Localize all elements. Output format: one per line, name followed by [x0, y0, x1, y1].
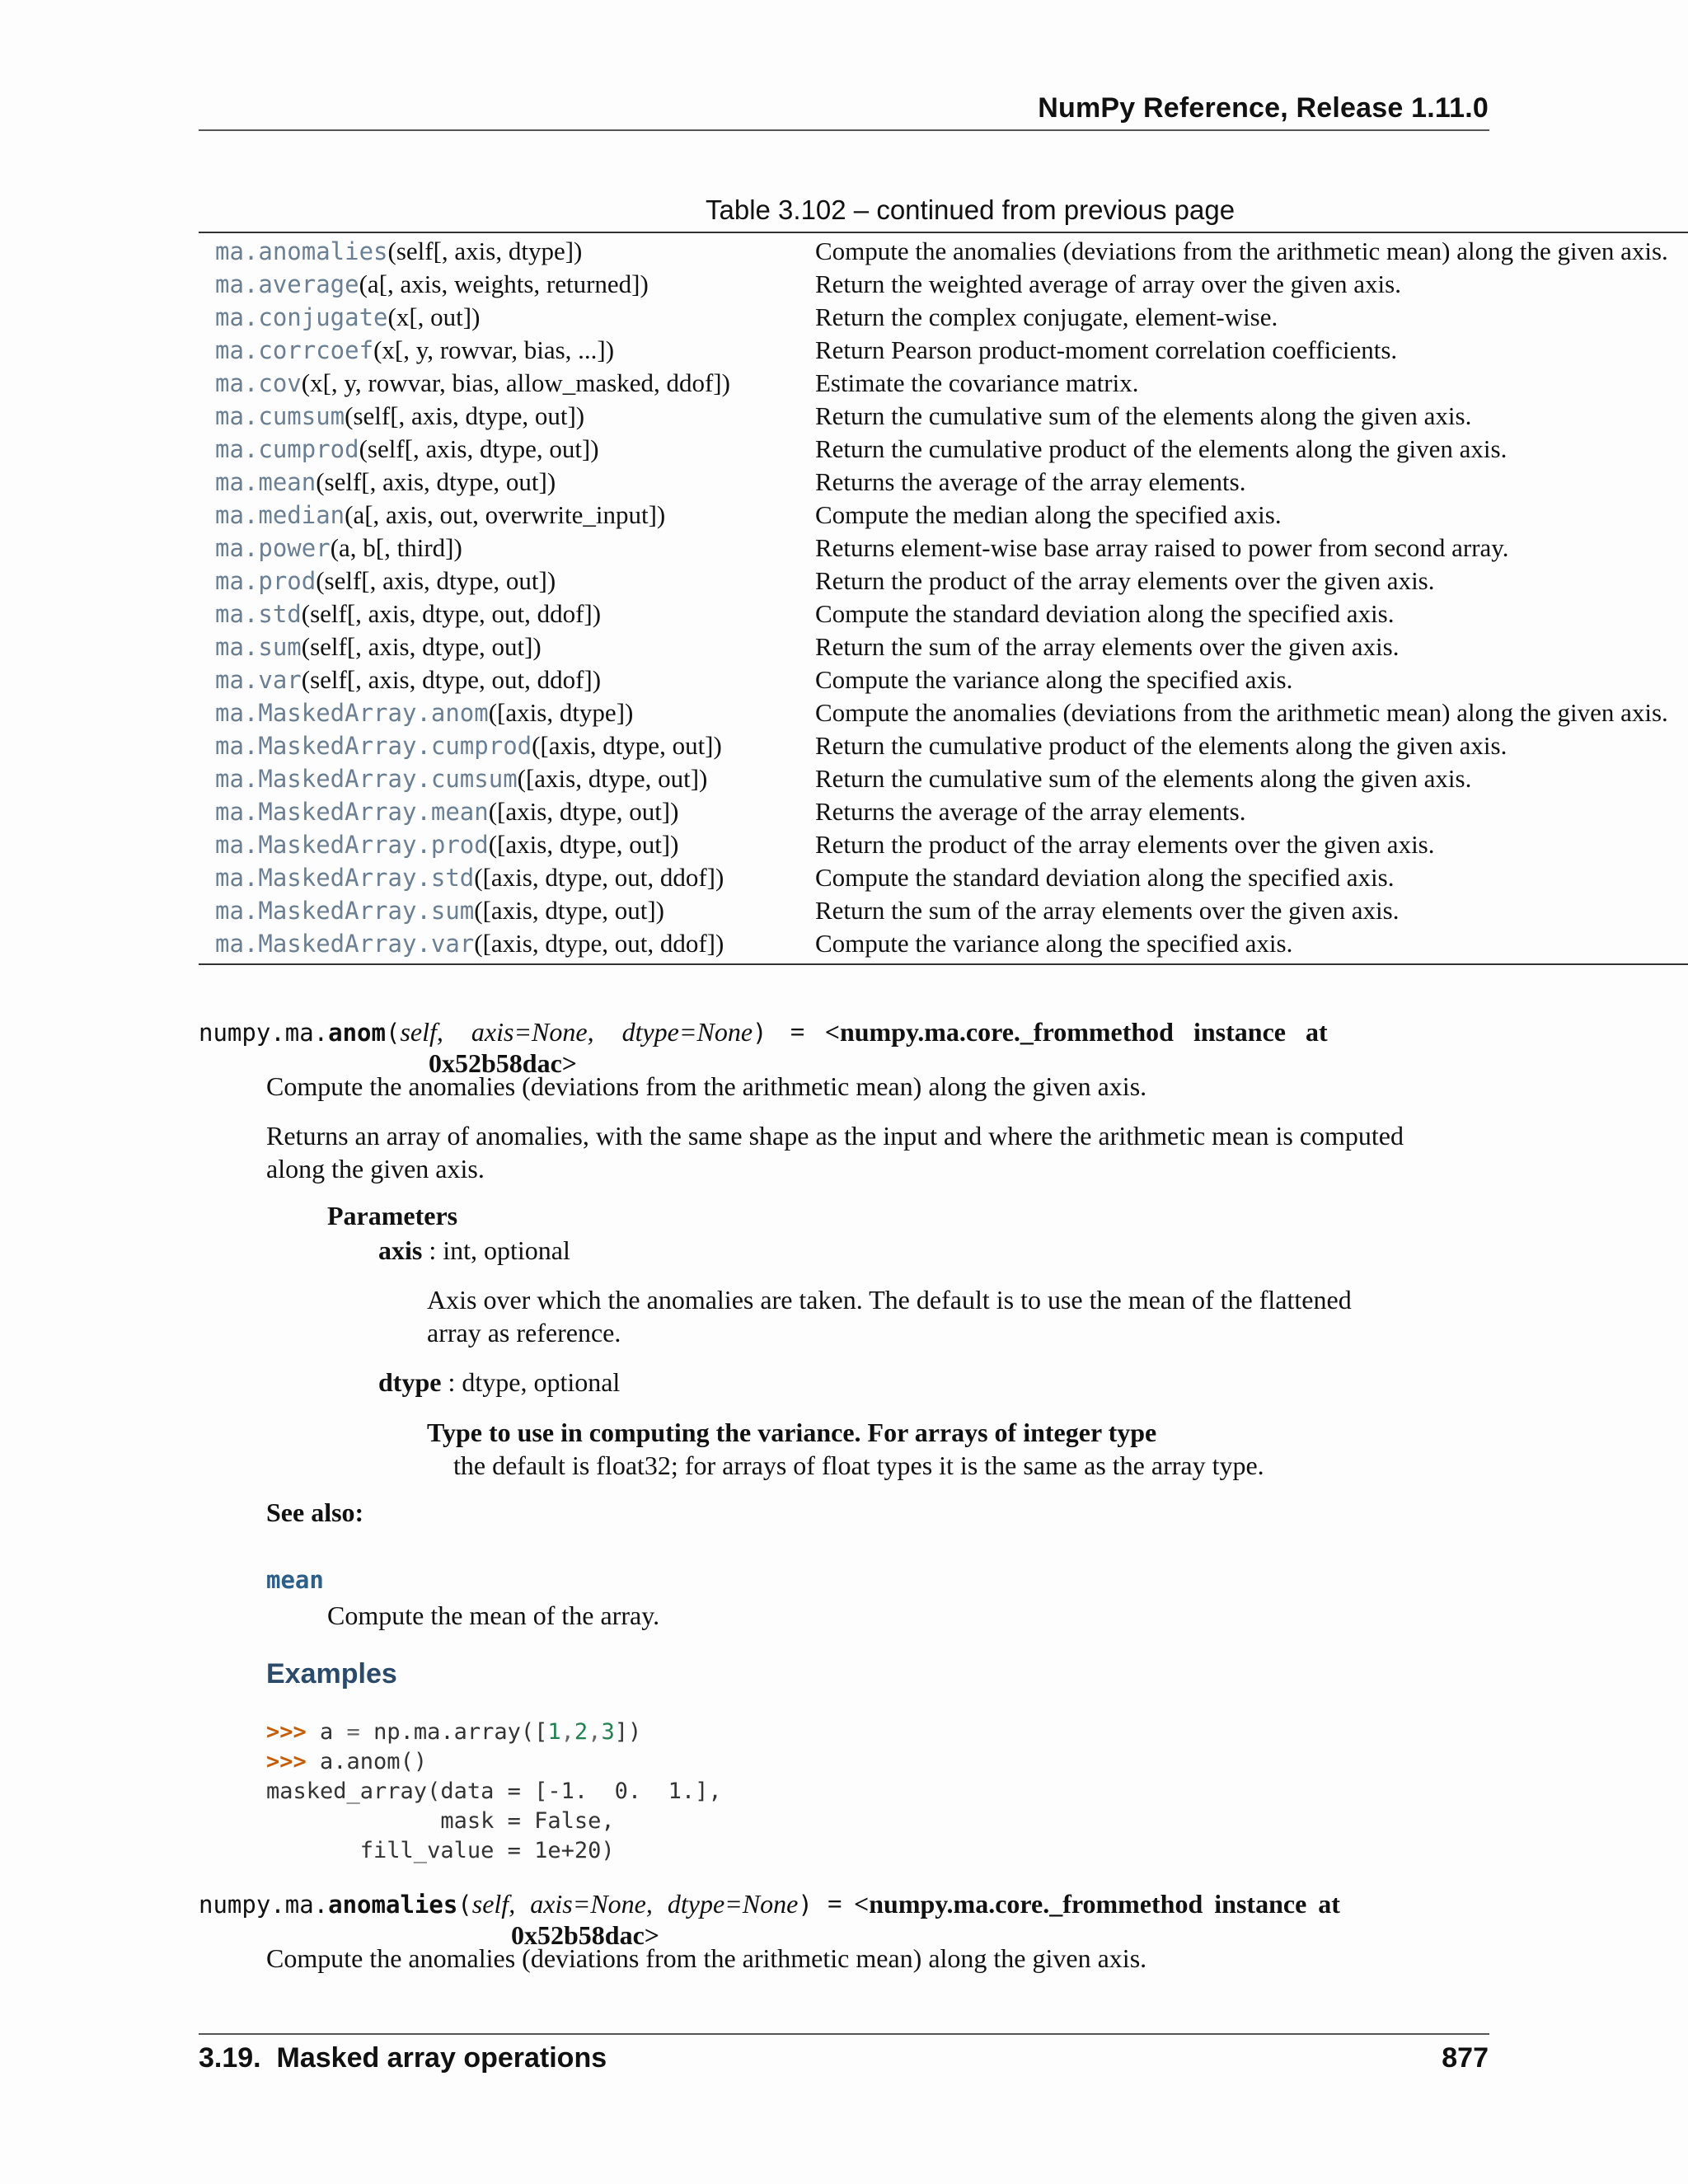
function-args: (x[, y, rowvar, bias, ...]) [373, 335, 615, 364]
anomalies-arg-self: self, [471, 1889, 516, 1919]
function-cell [199, 764, 800, 794]
function-args: (a[, axis, weights, returned]) [359, 269, 649, 298]
anom-summary: Compute the anomalies (deviations from the arithmetic mean) along the given axis. [266, 1071, 1147, 1101]
code-output-2: mask = False, [266, 1808, 615, 1834]
page-header-title: NumPy Reference, Release 1.11.0 [1038, 92, 1489, 124]
examples-heading: Examples [266, 1658, 397, 1690]
table-row [199, 663, 1688, 696]
table-row [199, 565, 1688, 598]
code-line1-a: a [320, 1719, 347, 1745]
table-row [199, 499, 1688, 532]
anom-assign-cont: 0x52b58dac> [429, 1048, 578, 1078]
table-row [199, 762, 1688, 795]
function-args: (self[, axis, dtype, out]) [345, 401, 585, 430]
anom-description-1: Returns an array of anomalies, with the same shape as the input and where the arithmetic mean is computed [266, 1121, 1404, 1151]
param-axis-desc-2: array as reference. [427, 1318, 621, 1347]
summary-table [199, 232, 1688, 965]
table-caption: Table 3.102 – continued from previous page [706, 194, 1236, 225]
function-description: Compute the median along the specified axis. [815, 500, 1282, 529]
function-cell [199, 500, 800, 530]
function-cell [199, 302, 800, 332]
param-dtype-desc-1: Type to use in computing the variance. For arrays of integer type [427, 1418, 1157, 1447]
table-row [199, 433, 1688, 466]
function-description: Return the product of the array elements over the given axis. [815, 830, 1435, 859]
table-row [199, 301, 1688, 334]
function-args: ([axis, dtype, out, ddof]) [474, 863, 724, 892]
function-link[interactable]: ma.MaskedArray.std [215, 864, 475, 892]
anomalies-open-paren: ( [457, 1891, 472, 1919]
anom-arg-dtype: dtype=None [621, 1017, 753, 1047]
function-link[interactable]: ma.MaskedArray.cumprod [215, 732, 532, 760]
function-link[interactable]: ma.cumprod [215, 435, 359, 463]
table-row [199, 532, 1688, 565]
function-args: (self[, axis, dtype, out, ddof]) [301, 599, 602, 628]
code-line1-b: np.ma.array([ [359, 1719, 548, 1745]
function-description: Return the sum of the array elements over the given axis. [815, 632, 1400, 661]
param-dtype-type: : dtype, optional [441, 1367, 621, 1397]
see-also-mean-link[interactable]: mean [266, 1566, 324, 1594]
function-description: Return the cumulative product of the elements along the given axis. [815, 731, 1507, 760]
parameters-label: Parameters [327, 1201, 458, 1230]
anom-signature [199, 1017, 1328, 1047]
anomalies-assign-cont: 0x52b58dac> [511, 1920, 660, 1950]
function-args: (self[, axis, dtype, out]) [301, 632, 542, 661]
anomalies-name: anomalies [328, 1891, 458, 1919]
function-args: (a[, axis, out, overwrite_input]) [345, 500, 666, 529]
function-args: (self[, axis, dtype, out, ddof]) [301, 665, 602, 694]
table-row [199, 466, 1688, 499]
function-description: Returns element-wise base array raised to power from second array. [815, 533, 1509, 562]
function-cell [199, 533, 800, 563]
code-prompt-1: >>> [266, 1719, 321, 1745]
function-link[interactable]: ma.var [215, 666, 302, 694]
table-row [199, 334, 1688, 367]
function-cell [199, 929, 800, 958]
table-row [199, 598, 1688, 630]
function-cell [199, 830, 800, 860]
function-args: (self[, axis, dtype]) [387, 237, 583, 265]
header-rule [199, 129, 1489, 131]
param-dtype-desc-2: the default is float32; for arrays of float types it is the same as the array type. [453, 1451, 1264, 1480]
footer-rule [199, 2033, 1489, 2035]
function-cell [199, 698, 800, 728]
table-row [199, 235, 1688, 268]
function-link[interactable]: ma.prod [215, 567, 316, 595]
code-block: >>> a = np.ma.array([1,2,3]) >>> a.anom() masked_array(data = [-1. 0. 1.], mask = False, fill_value = 1e+20) [266, 1719, 722, 1863]
anom-open-paren: ( [385, 1019, 401, 1047]
function-args: (self[, axis, dtype, out]) [359, 434, 599, 463]
function-description: Return the cumulative sum of the elements along the given axis. [815, 401, 1472, 430]
function-description: Estimate the covariance matrix. [815, 368, 1139, 397]
function-args: ([axis, dtype, out]) [488, 830, 679, 859]
function-description: Compute the variance along the specified axis. [815, 665, 1293, 694]
function-link[interactable]: ma.MaskedArray.prod [215, 831, 489, 859]
function-args: (a, b[, third]) [330, 533, 462, 562]
code-line2: a.anom() [320, 1749, 428, 1774]
function-link[interactable]: ma.cov [215, 369, 302, 397]
function-link[interactable]: ma.average [215, 270, 359, 298]
table-row [199, 795, 1688, 828]
function-link[interactable]: ma.cumsum [215, 402, 345, 430]
table-row [199, 696, 1688, 729]
table-row [199, 927, 1688, 960]
function-description: Compute the standard deviation along the specified axis. [815, 599, 1395, 628]
param-axis-desc-1: Axis over which the anomalies are taken. The default is to use the mean of the flattened [427, 1285, 1352, 1315]
code-output-3: fill_value = 1e+20) [266, 1838, 615, 1863]
function-cell [199, 467, 800, 497]
anom-prefix: numpy.ma. [199, 1019, 329, 1047]
param-axis-type: : int, optional [422, 1235, 570, 1265]
code-num-3: 3 [601, 1719, 615, 1745]
param-dtype-name: dtype [378, 1367, 442, 1397]
function-cell [199, 566, 800, 596]
function-description: Returns the average of the array elements. [815, 797, 1246, 826]
code-line1-end: ]) [614, 1719, 642, 1745]
function-args: (self[, axis, dtype, out]) [316, 566, 556, 595]
function-description: Return the product of the array elements over the given axis. [815, 566, 1435, 595]
table-row [199, 894, 1688, 927]
function-args: (x[, y, rowvar, bias, allow_masked, ddof]) [301, 368, 730, 397]
table-row [199, 367, 1688, 400]
function-description: Return the sum of the array elements over the given axis. [815, 896, 1400, 925]
function-description: Return the weighted average of array over the given axis. [815, 269, 1401, 298]
anom-close-paren: ) [753, 1019, 767, 1047]
function-cell [199, 797, 800, 827]
function-link[interactable]: ma.median [215, 501, 345, 529]
function-link[interactable]: ma.mean [215, 468, 316, 496]
function-link[interactable]: ma.sum [215, 633, 302, 661]
function-cell [199, 665, 800, 695]
function-cell [199, 401, 800, 431]
param-dtype [378, 1366, 620, 1399]
anom-assign: = <numpy.ma.core._frommethod instance at [790, 1017, 1328, 1047]
footer-page-number: 877 [1442, 2042, 1489, 2074]
table-row [199, 729, 1688, 762]
function-link[interactable]: ma.MaskedArray.anom [215, 699, 489, 727]
function-args: ([axis, dtype, out]) [488, 797, 679, 826]
function-description: Returns the average of the array elements. [815, 467, 1246, 496]
function-description: Compute the standard deviation along the specified axis. [815, 863, 1395, 892]
function-link[interactable]: ma.MaskedArray.var [215, 930, 475, 958]
function-cell [199, 368, 800, 398]
function-description: Return the cumulative product of the elements along the given axis. [815, 434, 1507, 463]
function-cell [199, 269, 800, 299]
table-row [199, 268, 1688, 301]
function-description: Return the cumulative sum of the elements along the given axis. [815, 764, 1472, 793]
function-args: ([axis, dtype, out]) [517, 764, 708, 793]
anomalies-close-paren: ) [798, 1891, 813, 1919]
function-link[interactable]: ma.power [215, 534, 331, 562]
table-row [199, 861, 1688, 894]
function-cell [199, 434, 800, 464]
anomalies-summary: Compute the anomalies (deviations from the arithmetic mean) along the given axis. [266, 1943, 1147, 1973]
table-row [199, 828, 1688, 861]
anom-name: anom [328, 1019, 386, 1047]
code-num-2: 2 [574, 1719, 588, 1745]
param-axis-name: axis [378, 1235, 423, 1265]
table-row [199, 400, 1688, 433]
function-args: (x[, out]) [387, 302, 481, 331]
function-link[interactable]: ma.anomalies [215, 237, 388, 265]
function-args: ([axis, dtype, out, ddof]) [474, 929, 724, 958]
table-row [199, 630, 1688, 663]
see-also-label: See also: [266, 1497, 364, 1527]
code-prompt-2: >>> [266, 1749, 321, 1774]
function-description: Compute the variance along the specified axis. [815, 929, 1293, 958]
function-cell [199, 863, 800, 893]
function-description: Return the complex conjugate, element-wise. [815, 302, 1278, 331]
see-also-desc: Compute the mean of the array. [327, 1601, 660, 1630]
function-cell [199, 237, 800, 266]
function-link[interactable]: ma.conjugate [215, 303, 388, 331]
function-description: Return Pearson product-moment correlation coefficients. [815, 335, 1398, 364]
anomalies-signature [199, 1889, 1340, 1919]
function-link[interactable]: ma.std [215, 600, 302, 628]
function-args: ([axis, dtype, out]) [532, 731, 722, 760]
anom-arg-self: self, [400, 1017, 443, 1047]
anom-description-2: along the given axis. [266, 1154, 485, 1183]
function-description: Compute the anomalies (deviations from the arithmetic mean) along the given axis. [815, 237, 1668, 265]
code-line1-eq: = [346, 1719, 360, 1745]
function-cell [199, 896, 800, 926]
anomalies-arg-axis: axis=None, [530, 1889, 653, 1919]
function-args: (self[, axis, dtype, out]) [316, 467, 556, 496]
function-args: ([axis, dtype, out]) [474, 896, 664, 925]
code-num-1: 1 [547, 1719, 561, 1745]
function-link[interactable]: ma.MaskedArray.mean [215, 798, 489, 826]
function-link[interactable]: ma.corrcoef [215, 336, 374, 364]
function-cell [199, 731, 800, 761]
function-cell [199, 335, 800, 365]
anom-arg-axis: axis=None, [471, 1017, 594, 1047]
function-cell [199, 632, 800, 662]
function-description: Compute the anomalies (deviations from the arithmetic mean) along the given axis. [815, 698, 1668, 727]
function-cell [199, 599, 800, 629]
code-output-1: masked_array(data = [-1. 0. 1.], [266, 1779, 722, 1804]
anomalies-prefix: numpy.ma. [199, 1891, 329, 1919]
footer-section-title: 3.19. Masked array operations [199, 2042, 607, 2074]
anomalies-assign: = <numpy.ma.core._frommethod instance at [827, 1889, 1340, 1919]
function-link[interactable]: ma.MaskedArray.sum [215, 897, 475, 925]
param-axis [378, 1234, 570, 1267]
function-args: ([axis, dtype]) [488, 698, 634, 727]
function-link[interactable]: ma.MaskedArray.cumsum [215, 765, 518, 793]
anomalies-arg-dtype: dtype=None [667, 1889, 799, 1919]
